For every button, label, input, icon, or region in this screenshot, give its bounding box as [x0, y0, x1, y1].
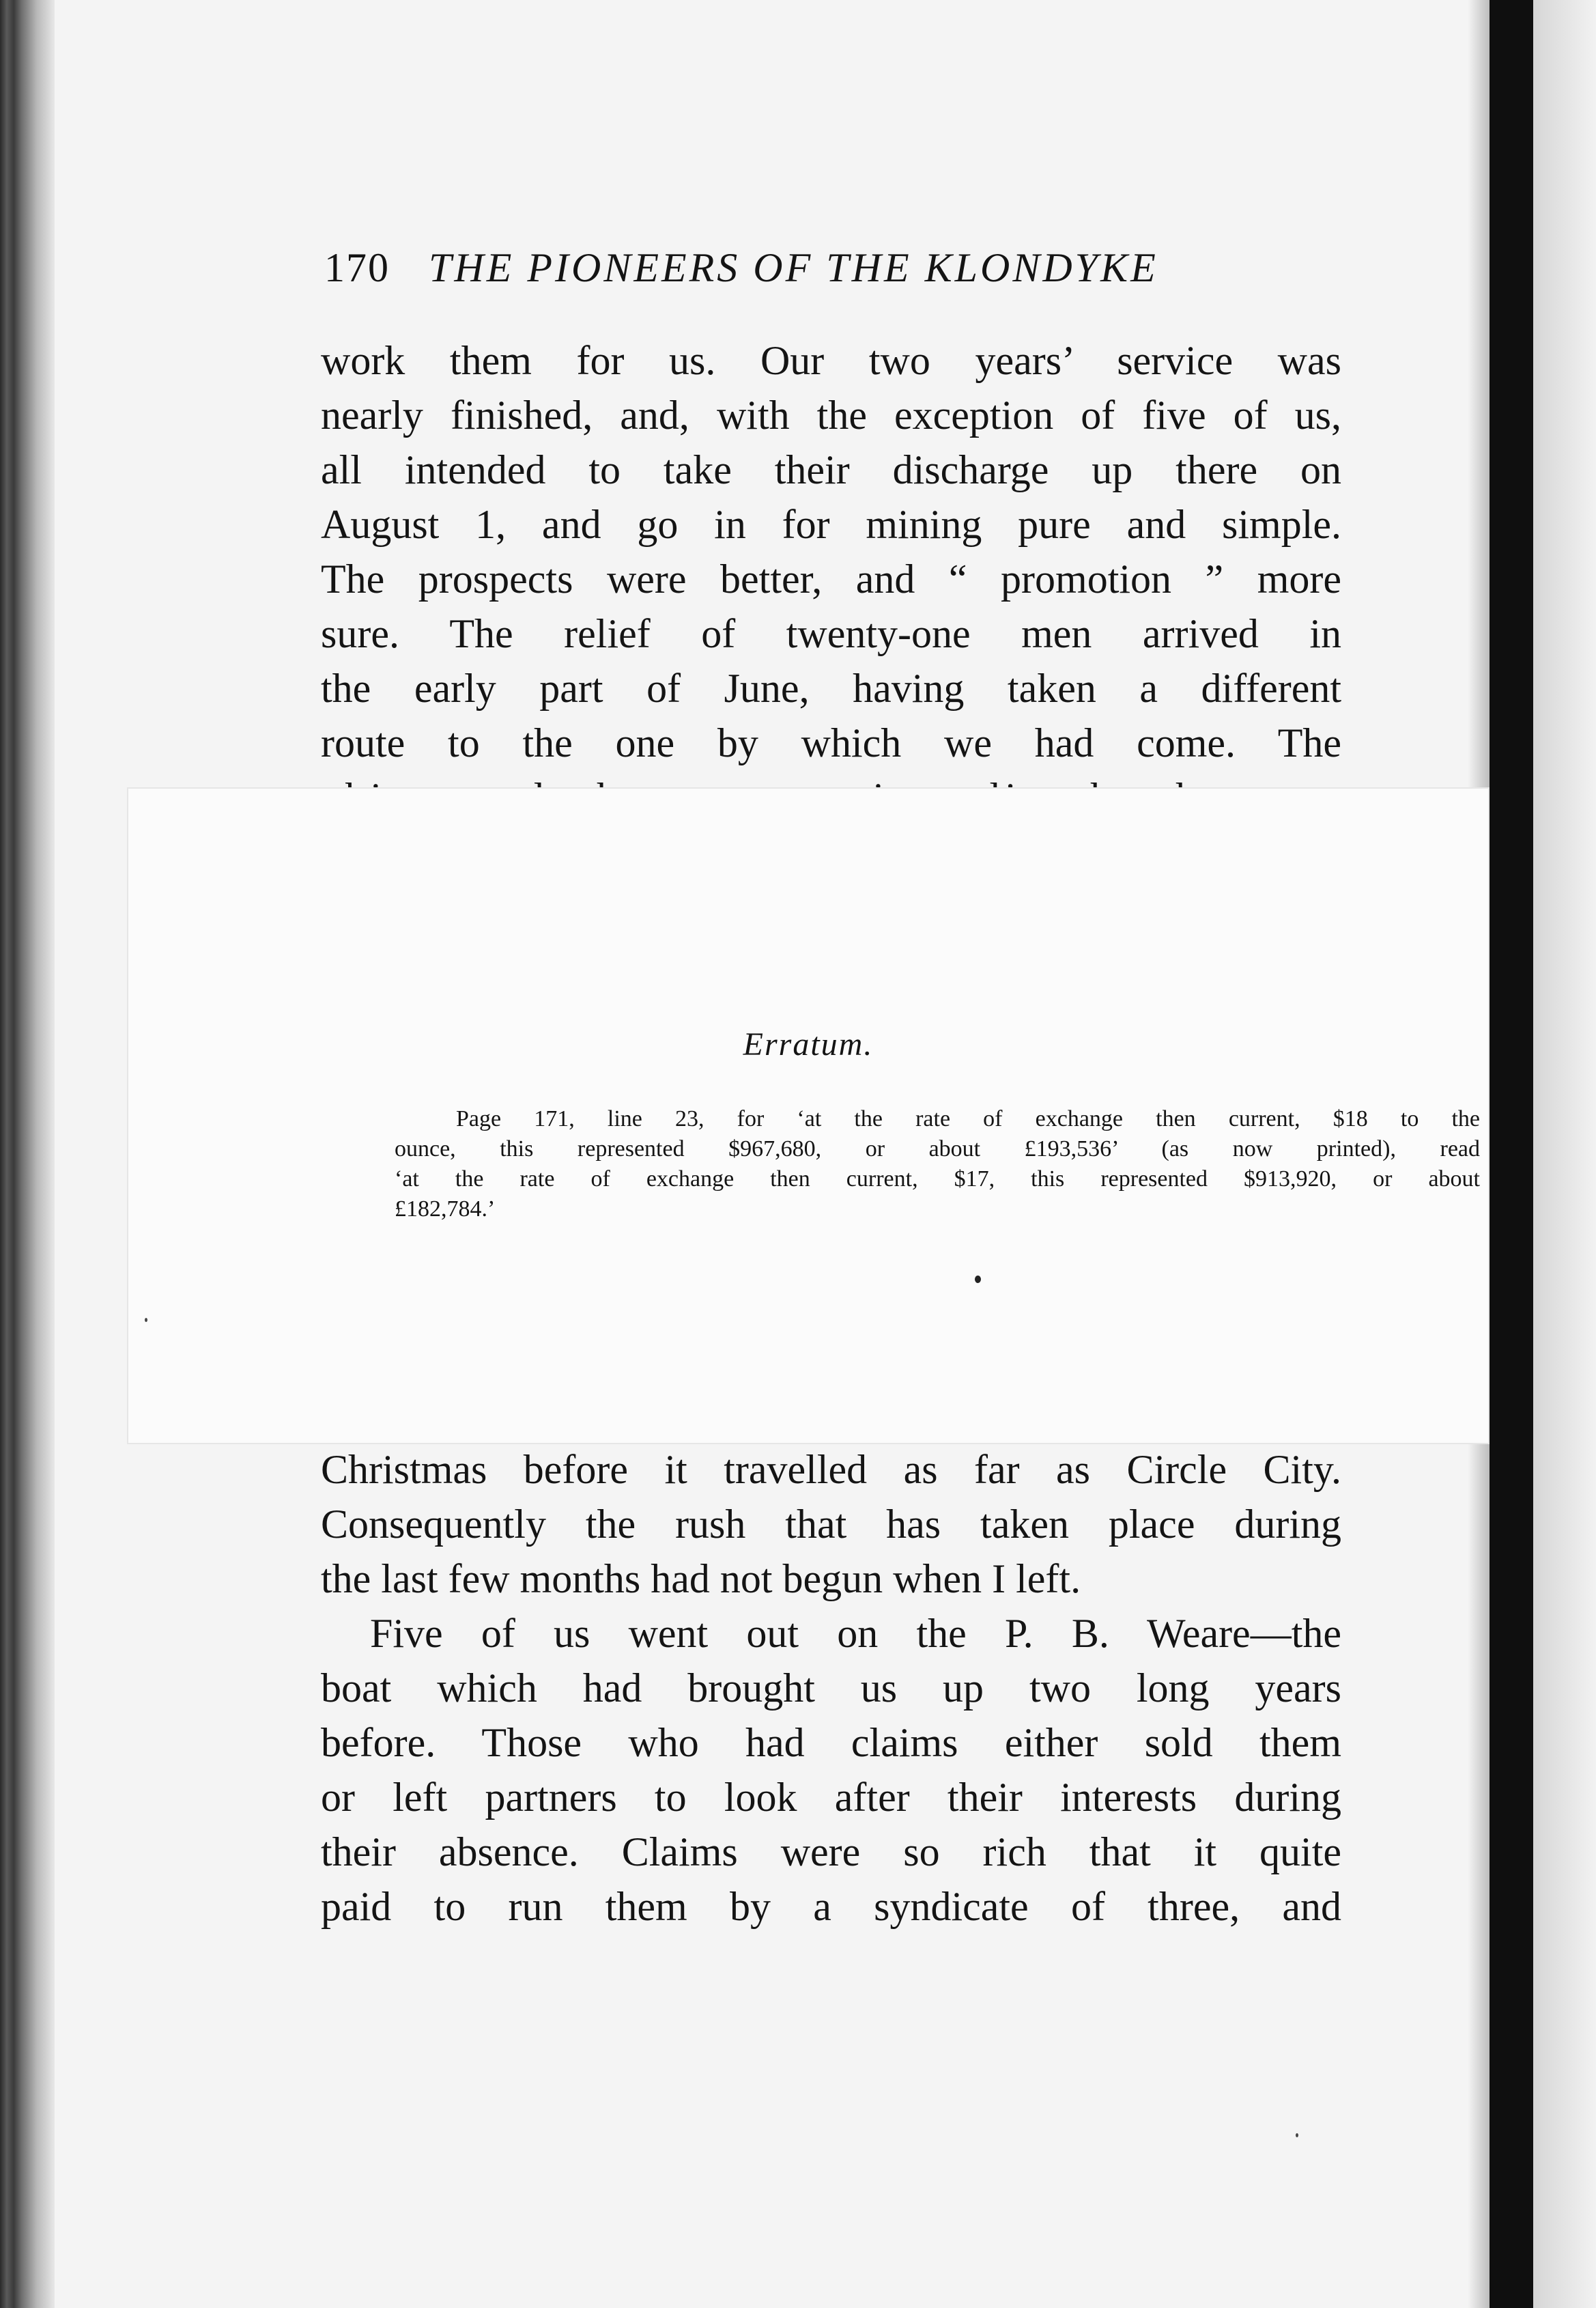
text-line: Five of us went out on the P. B. Weare—the [370, 1611, 1341, 1656]
body-text-bottom [321, 1442, 1341, 1934]
body-text-top [321, 333, 1341, 770]
text-line: Consequently the rush that has taken place during [321, 1502, 1341, 1547]
text-line: boat which had brought us up two long years [321, 1665, 1341, 1711]
paper-speck [1296, 2133, 1298, 2137]
book-binding-edge [0, 0, 55, 2308]
text-line: August 1, and go in for mining pure and simple. [321, 502, 1341, 547]
erratum-line: ‘at the rate of exchange then current, $17, this represented $913,920, or about [395, 1166, 1480, 1192]
book-title: THE PIONEERS OF THE KLONDYKE [429, 245, 1158, 290]
running-head [324, 240, 1259, 295]
ink-dot [975, 1276, 981, 1283]
text-line: The prospects were better, and “ promotion ” more [321, 557, 1341, 602]
erratum-slip [128, 789, 1488, 1443]
text-line: paid to run them by a syndicate of three, and [321, 1884, 1341, 1929]
page-number: 170 [324, 245, 390, 290]
erratum-title: Erratum. [743, 1026, 874, 1062]
erratum-line: £182,784.’ [395, 1196, 496, 1222]
text-line: route to the one by which we had come. The [321, 720, 1341, 765]
erratum-line: Page 171, line 23, for ‘at the rate of exchange then current, $18 to the [456, 1106, 1480, 1131]
text-line: before. Those who had claims either sold them [321, 1720, 1341, 1765]
erratum-line: ounce, this represented $967,680, or about £193,536’ (as now printed), read [395, 1136, 1480, 1162]
text-line: or left partners to look after their interests during [321, 1775, 1341, 1820]
text-line: the last few months had not begun when I left. [321, 1556, 1081, 1601]
text-line: the early part of June, having taken a different [321, 666, 1341, 711]
text-line: work them for us. Our two years’ service was [321, 338, 1341, 383]
book-cover-edge [1490, 0, 1533, 2308]
erratum-text [395, 1104, 1480, 1224]
text-line: sure. The relief of twenty-one men arrived in [321, 611, 1341, 656]
paper-speck [145, 1318, 147, 1322]
text-line: nearly finished, and, with the exception of five of us, [321, 393, 1341, 438]
text-line: their absence. Claims were so rich that it quite [321, 1829, 1341, 1874]
text-line: Christmas before it travelled as far as Circle City. [321, 1447, 1341, 1492]
scan-margin [1533, 0, 1596, 2308]
text-line: all intended to take their discharge up there on [321, 447, 1341, 492]
